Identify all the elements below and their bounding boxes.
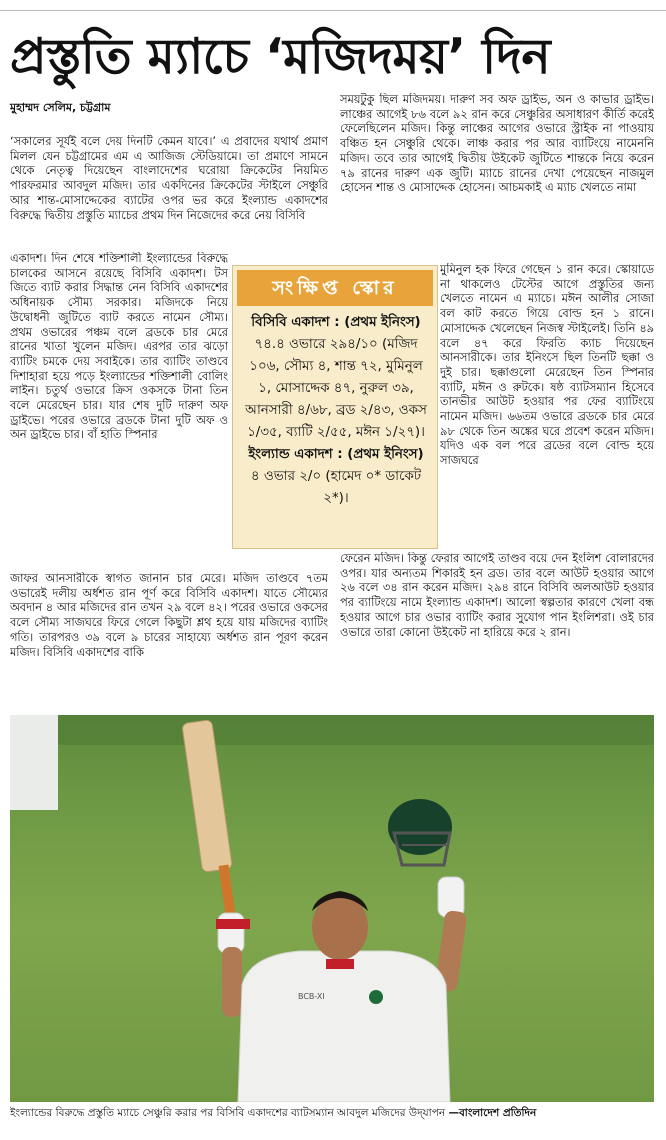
score-summary-title: সংক্ষিপ্ত স্কোর <box>237 270 433 306</box>
jersey-text: BCB-XI <box>298 992 325 1001</box>
article-paragraph: একাদশ। দিন শেষে শক্তিশালী ইংল্যান্ডের বিরুদ্ধে চালকের আসনে রয়েছে বিসিবি একাদশ। টস জিতে ব্যাট করার সিদ্ধান্ত নেন বিসিবি একাদশের অধিনায়ক সৌম্য সরকার। মজিদকে নিয়ে উদ্বোধনী জুটিতে ব্যাট করতে নামেন সৌম্য। প্রথম ওভারের পঞ্চম বলে ব্রডকে চার মেরে রানের খাতা খুলেন মজিদ। এরপর তার ঝড়ো ব্যাটিং চমকে দেয় সবাইকে। তার ব্যাটিং তাণ্ডবে দিশাহারা হয়ে পড়ে ইংল্যান্ডের শক্তিশালী বোলিং লাইন। চতুর্থ ওভারে ক্রিস ওকসকে টানা তিন বলে মেরেছেন চার। যার শেষ দুটি দারুণ অফ ড্রাইভে। পরের ওভারে ব্রডকে টানা দুটি অফ ও অন ড্রাইভে চার। বাঁ হাতি স্পিনার <box>10 252 228 442</box>
cricket-bat <box>182 720 236 918</box>
article-paragraph: মুমিনুল হক ফিরে গেছেন ১ রান করে। স্কোয়াডে না থাকলেও টেস্টের আগে প্রস্তুতির জন্য খেলতে নামেন এ ম্যাচে। মঈন আলীর সোজা বল কাট করতে গিয়ে বোল্ড হন ১ রানে। মোসাদ্দেক খেলেছেন নিজস্ব স্টাইলেই। তিনি ৪৯ বলে ৪৭ করে ফিরতি ক্যাচ দিয়েছেন আনসারীকে। তার ইনিংসে ছিল তিনটি ছক্কা ও দুই চার। ছক্কাগুলো মেরেছেন তিন স্পিনার ব্যাটি, মঈন ও রুটকে। ষষ্ঠ ব্যাটসম্যান হিসেবে তানভীর আউট হওয়ার পর ফের ব্যাটিংয়ে নামেন মজিদ। ৬৬তম ওভারে ব্রডকে চার মেরে ৯৮ থেকে তিন অঙ্কের ঘরে প্রবেশ করেন মজিদ। যদিও এক বল পরে ব্রডের বলে বোল্ড হয়ে সাজঘরে <box>440 263 654 468</box>
article-paragraph: জাফর আনসারীকে স্বাগত জানান চার মেরে। মজিদ তাণ্ডবে ৭তম ওভারেই দলীয় অর্ধশত রান পূর্ণ করে বিসিবি একাদশ। যাতে সৌম্যের অবদান ৪ আর মজিদের রান তখন ২৯ বলে ৪২। পরের ওভারে ওকসের বলে সৌম্য সাজঘরে ফিরে গেলে কিছুটা শ্লথ হয়ে যায় মজিদের ব্যাটিং গতি। তারপরও ৩৯ বলে ৯ চারের সাহায্যে অর্ধশত রান পূরণ করেন মজিদ। বিসিবি একাদশের বাকি <box>10 572 328 659</box>
article-paragraph: ‘সকালের সূর্যই বলে দেয় দিনটি কেমন যাবে।’ এ প্রবাদের যথার্থ প্রমাণ মিলল যেন চট্টগ্রামের এম এ আজিজ স্টেডিয়ামে। তা প্রমাণে সামনে থেকে নেতৃত্ব দিয়েছেন বাংলাদেশের ঘরোয়া ক্রিকেটের নিয়মিত পারফরমার আবদুল মজিদ। তার একদিনের ক্রিকেটের স্টাইলে সেঞ্চুরি আর শান্ত-মোসাদ্দেকের ব্যাটের ওপর ভর করে ইংল্যান্ড একাদশের বিরুদ্ধে দ্বিতীয় প্রস্তুতি ম্যাচের প্রথম দিন নিজেদের করে নেয় বিসিবি <box>10 135 328 222</box>
bcb-logo-icon <box>369 990 383 1004</box>
headline: প্রস্তুতি ম্যাচে ‘মজিদময়’ দিন <box>10 28 551 85</box>
article-column-left-bottom <box>10 572 328 712</box>
photo-caption <box>10 1106 660 1120</box>
photo-credit: —বাংলাদেশ প্রতিদিন <box>448 1107 537 1119</box>
score-summary-box <box>232 265 438 549</box>
batsman-celebration-illustration <box>10 715 654 1102</box>
previous-page-fragment <box>0 0 666 11</box>
distant-field <box>58 715 654 745</box>
score-summary-body <box>233 306 437 510</box>
helmet-icon <box>388 799 452 865</box>
england-innings-heading: ইংল্যান্ড একাদশ : (প্রথম ইনিংস) <box>248 447 424 462</box>
article-column-right-bottom <box>340 552 654 712</box>
caption-text: ইংল্যান্ডের বিরুদ্ধে প্রস্তুতি ম্যাচে সেঞ্চুরি করার পর বিসিবি একাদশের ব্যাটসম্যান আবদুল মজিদের উদ্‌যাপন <box>10 1107 446 1119</box>
byline: মুহাম্মদ সেলিম, চট্টগ্রাম <box>10 101 111 114</box>
article-paragraph: ফেরেন মজিদ। কিন্তু ফেরার আগেই তাণ্ডব বয়ে দেন ইংলিশ বোলারদের ওপর। যার অন্যতম শিকারই হন ব্রড। তার বলে আউট হওয়ার আগে ২৬ বলে ৩৪ রান করেন মজিদ। ২৯৪ রানে বিসিবি অলআউট হওয়ার পর ব্যাটিংয়ে নামে ইংল্যান্ড একাদশ। আলো স্বল্পতার কারণে খেলা বন্ধ হওয়ার আগে চার ওভার ব্যাটিং করার সুযোগ পান ইংলিশরা। ওই চার ওভারে তারা কোনো উইকেট না হারিয়ে করে ২ রান। <box>340 552 654 639</box>
article-column-left-middle <box>10 252 228 570</box>
article-column-right-middle <box>440 263 654 550</box>
batsman <box>238 891 450 1102</box>
bcb-innings-details: ৭৪.৪ ওভারে ২৯৪/১০ (মজিদ ১০৬, সৌম্য ৪, শান্ত ৭২, মুমিনুল ১, মোসাদ্দেক ৪৭, নুরুল ৩৯, আনসারী ৪/৬৮, ব্রড ২/৪৩, ওকস ১/৩৫, ব্যাটি ২/৫৫, মঈন ১/২৭)। <box>245 337 427 440</box>
match-photo <box>10 715 654 1102</box>
article-paragraph: সময়টুকু ছিল মজিদময়। দারুণ সব অফ ড্রাইভ, অন ও কাভার ড্রাইভ। লাঞ্চের আগেই ৮৬ বলে ৯২ রান করে সেঞ্চুরির অসাধারণ কীর্তি করেই ফেলেছিলেন মজিদ। কিন্তু লাঞ্চের আগের ওভারে স্ট্রাইক না পাওয়ায় বঞ্চিত হন সেঞ্চুরি থেকে। লাঞ্চ করার পর আর ব্যাটিংয়ে নামেননি মজিদ। তবে তার আগেই দ্বিতীয় উইকেট জুটিতে শান্তকে নিয়ে করেন ৭৯ রানের দারুণ এক জুটি। ম্যাচে রানের দেখা পেয়েছেন নাজমুল হোসেন শান্ত ও মোসাদ্দেক হোসেন। আচমকাই এ ম্যাচ খেলতে নামা <box>340 93 654 195</box>
article-column-right-top <box>340 93 654 263</box>
bcb-innings-heading: বিসিবি একাদশ : (প্রথম ইনিংস) <box>251 315 421 330</box>
england-innings-details: ৪ ওভার ২/০ (হামেদ ০* ডাকেট ২*)। <box>250 469 422 506</box>
sight-screen <box>10 715 58 810</box>
article-column-left-top <box>10 135 328 252</box>
jersey-collar <box>326 959 354 969</box>
